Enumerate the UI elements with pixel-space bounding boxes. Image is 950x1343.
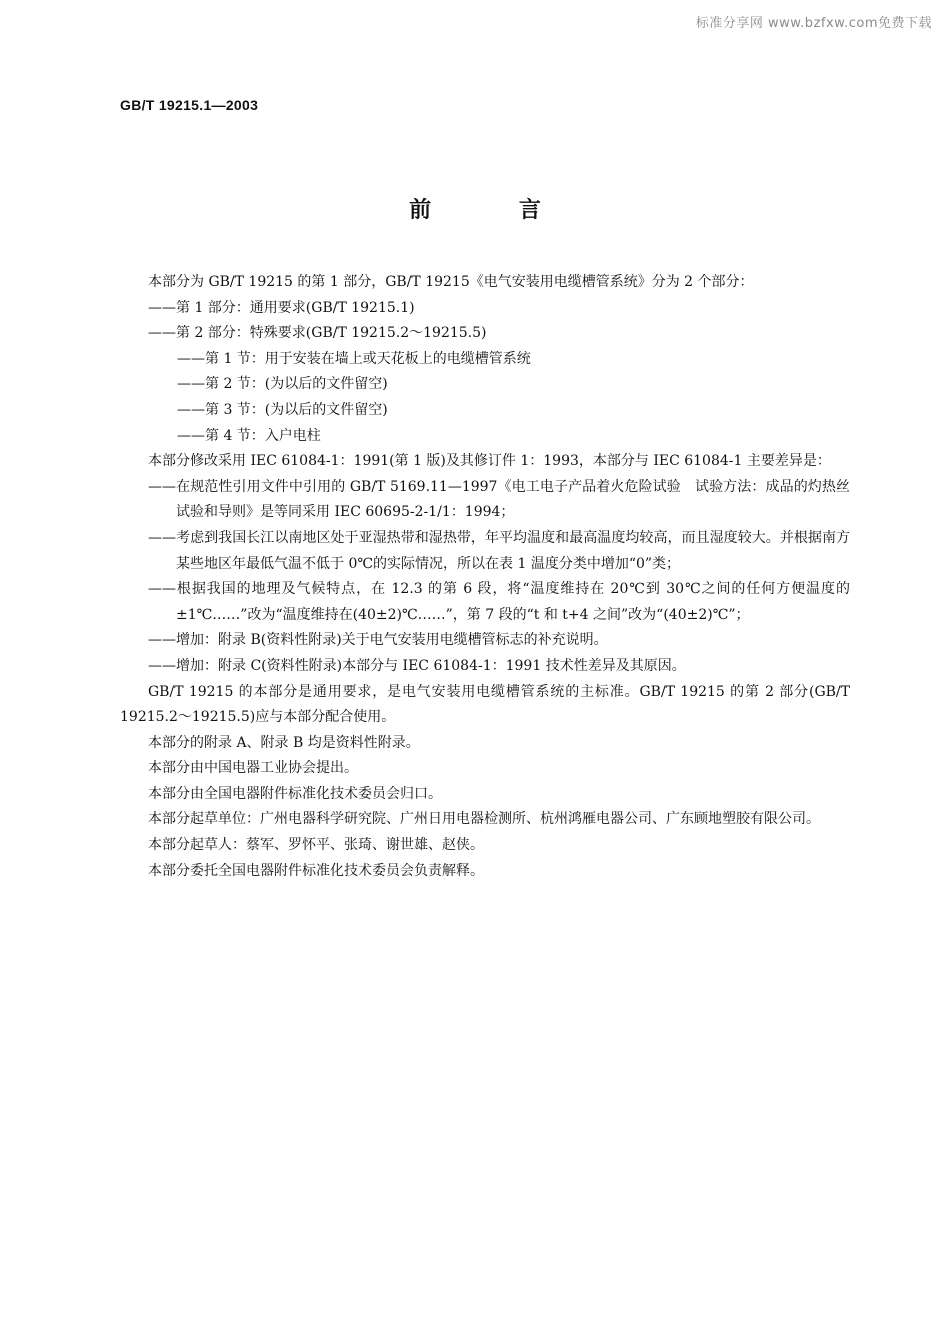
difference-item-1: ——在规范性引用文件中引用的 GB/T 5169.11—1997《电工电子产品着火危险试验 试验方法：成品的灼热丝试验和导则》是等同采用 IEC 60695-2-1/1：1994； — [148, 478, 850, 521]
foreword-body — [120, 270, 850, 884]
difference-item-5: ——增加：附录 C(资料性附录)本部分与 IEC 61084-1：1991 技术性差异及其原因。 — [148, 657, 686, 674]
paragraph-intro: 本部分为 GB/T 19215 的第 1 部分，GB/T 19215《电气安装用电缆槽管系统》分为 2 个部分： — [148, 274, 754, 290]
paragraph-proposer: 本部分由中国电器工业协会提出。 — [148, 760, 358, 777]
difference-item-3: ——根据我国的地理及气候特点，在 12.3 的第 6 段，将“温度维持在 20℃到 30℃之间的任何方便温度的±1℃……”改为“温度维持在(40±2)℃……”，第 7 段的“t 和 t+4 之间”改为“(40±2)℃”； — [148, 581, 850, 623]
paragraph-drafters: 本部分起草人：蔡军、罗怀平、张琦、谢世雄、赵侠。 — [148, 837, 484, 854]
paragraph-drafting-units: 本部分起草单位：广州电器科学研究院、广州日用电器检测所、杭州鸿雁电器公司、广东顾地塑胶有限公司。 — [148, 811, 820, 828]
list-subitem-section2: ——第 2 节：(为以后的文件留空) — [177, 376, 388, 393]
page-title: 前 言 — [409, 198, 581, 223]
paragraph-annexes: 本部分的附录 A、附录 B 均是资料性附录。 — [148, 734, 420, 751]
difference-item-2: ——考虑到我国长江以南地区处于亚湿热带和湿热带，年平均温度和最高温度均较高，而且湿度较大。并根据南方某些地区年最低气温不低于 0℃的实际情况，所以在表 1 温度分类中增加“0”类； — [148, 529, 850, 572]
difference-item-4: ——增加：附录 B(资料性附录)关于电气安装用电缆槽管标志的补充说明。 — [148, 632, 608, 649]
list-subitem-section4: ——第 4 节：入户电柱 — [177, 427, 321, 444]
list-subitem-section1: ——第 1 节：用于安装在墙上或天花板上的电缆槽管系统 — [177, 350, 531, 367]
paragraph-interpretation: 本部分委托全国电器附件标准化技术委员会负责解释。 — [148, 862, 484, 879]
list-item-part2: ——第 2 部分：特殊要求(GB/T 19215.2～19215.5) — [148, 325, 487, 342]
watermark-text: 标准分享网 www.bzfxw.com免费下载 — [695, 16, 932, 31]
paragraph-committee: 本部分由全国电器附件标准化技术委员会归口。 — [148, 785, 442, 802]
list-subitem-section3: ——第 3 节：(为以后的文件留空) — [177, 401, 388, 418]
paragraph-main-standard: GB/T 19215 的本部分是通用要求，是电气安装用电缆槽管系统的主标准。GB/T 19215 的第 2 部分(GB/T 19215.2～19215.5)应与本部分配合使用。 — [120, 683, 850, 726]
paragraph-differences: 本部分修改采用 IEC 61084-1：1991(第 1 版)及其修订件 1：1993，本部分与 IEC 61084-1 主要差异是： — [148, 453, 831, 470]
list-item-part1: ——第 1 部分：通用要求(GB/T 19215.1) — [148, 299, 415, 316]
document-code: GB/T 19215.1—2003 — [120, 97, 259, 113]
